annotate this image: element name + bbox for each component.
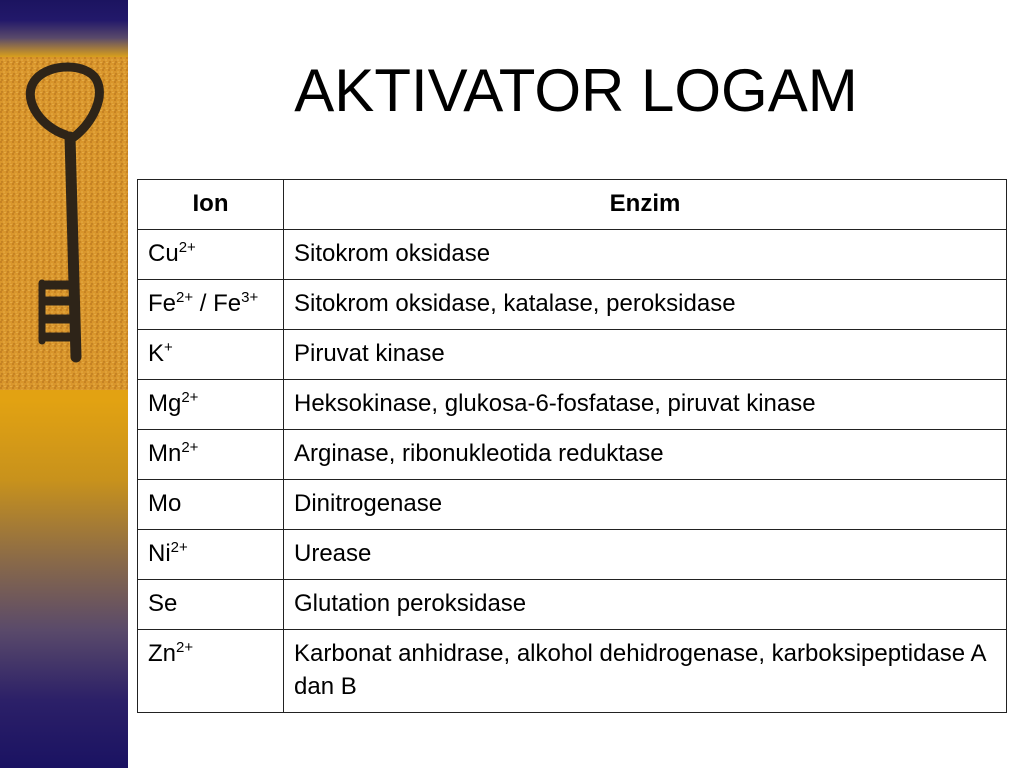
ion-cell — [138, 280, 284, 330]
ion-symbol: Fe — [148, 290, 177, 317]
slide-title: AKTIVATOR LOGAM — [294, 57, 858, 124]
ion-cell — [138, 530, 284, 580]
enzim-cell: Sitokrom oksidase — [284, 230, 1007, 280]
enzim-cell: Piruvat kinase — [284, 330, 1007, 380]
enzim-cell: Karbonat anhidrase, alkohol dehidrogenase, karboksipeptidase A dan B — [284, 630, 1007, 713]
ion-cell — [138, 230, 284, 280]
header-ion: Ion — [138, 180, 284, 230]
table-row — [138, 230, 1007, 280]
enzim-cell: Sitokrom oksidase, katalase, peroksidase — [284, 280, 1007, 330]
table-row — [138, 380, 1007, 430]
ion-cell — [138, 630, 284, 713]
ion-symbol: Se — [148, 590, 178, 617]
table-row — [138, 330, 1007, 380]
old-key-image — [0, 57, 128, 390]
ion-charge: 2+ — [181, 439, 199, 456]
ion-cell — [138, 480, 284, 530]
enzim-cell: Glutation peroksidase — [284, 580, 1007, 630]
ion-symbol: Mg — [148, 390, 182, 417]
table-body — [138, 230, 1007, 713]
ion-symbol: Cu — [148, 240, 179, 267]
table-row — [138, 630, 1007, 713]
ion-cell — [138, 430, 284, 480]
ion-cell — [138, 330, 284, 380]
ion-symbol: Zn — [148, 640, 177, 667]
ion-symbol: Mn — [148, 440, 182, 467]
ion-charge: 2+ — [176, 639, 194, 656]
table-row — [138, 480, 1007, 530]
table-row — [138, 430, 1007, 480]
ion-symbol: K — [148, 340, 165, 367]
ion-charge: 2+ — [178, 239, 196, 256]
table-row — [138, 280, 1007, 330]
table-row — [138, 580, 1007, 630]
ion-symbol-alt: / Fe — [193, 290, 242, 317]
enzim-cell: Arginase, ribonukleotida reduktase — [284, 430, 1007, 480]
ion-charge: 2+ — [181, 389, 199, 406]
ion-cell — [138, 380, 284, 430]
ion-cell — [138, 580, 284, 630]
header-enzim: Enzim — [284, 180, 1007, 230]
ion-charge: + — [164, 339, 173, 356]
ion-charge: 2+ — [170, 539, 188, 556]
ion-charge: 2+ — [176, 289, 194, 306]
ion-symbol: Mo — [148, 490, 182, 517]
table-header-row — [138, 180, 1007, 230]
ion-charge-alt: 3+ — [241, 289, 259, 306]
enzim-cell: Dinitrogenase — [284, 480, 1007, 530]
table-row — [138, 530, 1007, 580]
ion-symbol: Ni — [148, 540, 171, 567]
metal-activator-table — [137, 179, 1007, 713]
enzim-cell: Heksokinase, glukosa-6-fosfatase, piruvat kinase — [284, 380, 1007, 430]
enzim-cell: Urease — [284, 530, 1007, 580]
